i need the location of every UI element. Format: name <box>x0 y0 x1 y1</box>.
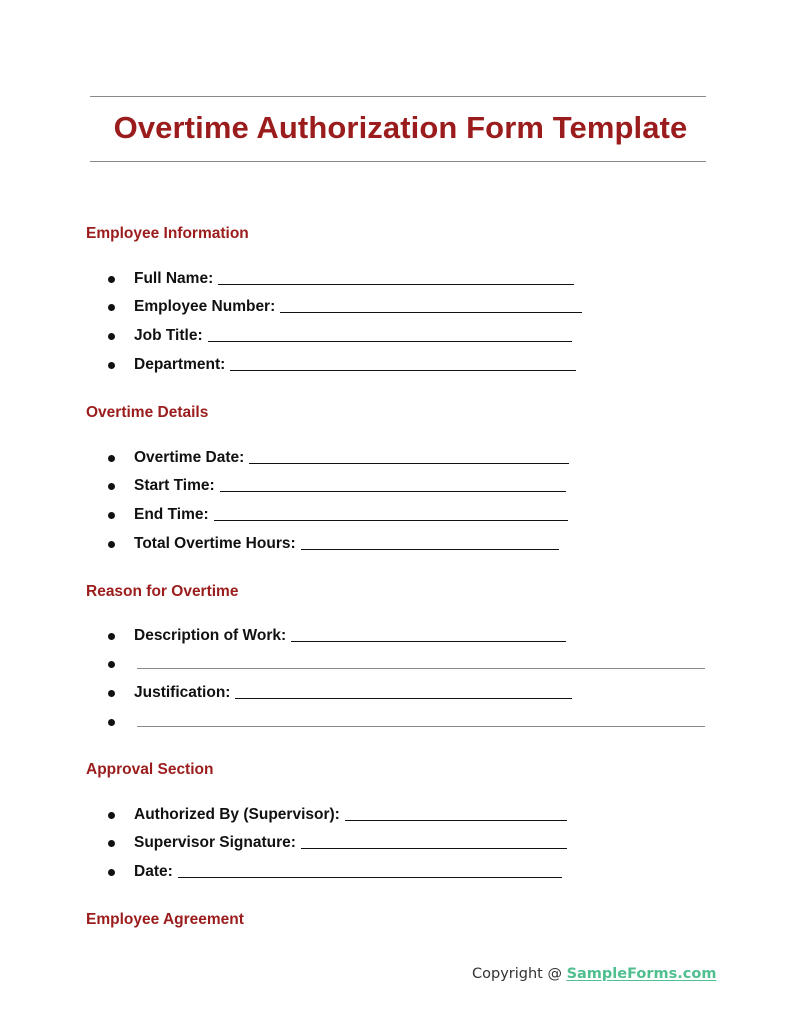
sampleforms-link[interactable]: SampleForms.com <box>566 966 717 982</box>
title-bottom-rule <box>90 161 706 162</box>
bullet-icon <box>108 661 115 668</box>
bullet-icon <box>108 483 115 490</box>
justification-continuation-line[interactable] <box>137 726 705 727</box>
field-job-title[interactable] <box>108 325 572 345</box>
field-full-name[interactable] <box>108 268 574 288</box>
field-description-line[interactable] <box>108 653 705 673</box>
field-overtime-date[interactable] <box>108 447 569 467</box>
start-time-blank[interactable] <box>220 490 566 492</box>
field-authorized-by[interactable] <box>108 804 567 824</box>
field-label: End Time: <box>134 506 209 523</box>
bullet-icon <box>108 541 115 548</box>
bullet-icon <box>108 333 115 340</box>
section-heading-employee-information: Employee Information <box>86 225 249 242</box>
field-description-of-work[interactable] <box>108 625 566 645</box>
employee-number-blank[interactable] <box>280 311 582 313</box>
copyright-prefix: Copyright @ <box>472 966 567 982</box>
supervisor-signature-blank[interactable] <box>301 847 567 849</box>
department-blank[interactable] <box>230 369 576 371</box>
field-date[interactable] <box>108 861 562 881</box>
field-end-time[interactable] <box>108 504 568 524</box>
field-label: Supervisor Signature: <box>134 834 296 851</box>
section-heading-employee-agreement: Employee Agreement <box>86 911 244 928</box>
field-total-overtime-hours[interactable] <box>108 533 559 553</box>
total-overtime-hours-blank[interactable] <box>301 548 559 550</box>
field-justification-line[interactable] <box>108 711 705 731</box>
bullet-icon <box>108 840 115 847</box>
field-label: Overtime Date: <box>134 449 245 466</box>
bullet-icon <box>108 869 115 876</box>
field-label: Job Title: <box>134 327 203 344</box>
description-of-work-blank[interactable] <box>291 640 566 642</box>
bullet-icon <box>108 690 115 697</box>
bullet-icon <box>108 455 115 462</box>
field-justification[interactable] <box>108 682 572 702</box>
job-title-blank[interactable] <box>208 340 572 342</box>
copyright-footer <box>472 966 716 982</box>
field-label: Employee Number: <box>134 298 276 315</box>
field-label: Authorized By (Supervisor): <box>134 806 340 823</box>
bullet-icon <box>108 362 115 369</box>
section-heading-reason-for-overtime: Reason for Overtime <box>86 583 239 600</box>
bullet-icon <box>108 512 115 519</box>
justification-blank[interactable] <box>235 697 572 699</box>
authorized-by-blank[interactable] <box>345 819 567 821</box>
field-label: Start Time: <box>134 477 215 494</box>
bullet-icon <box>108 633 115 640</box>
end-time-blank[interactable] <box>214 519 568 521</box>
title-top-rule <box>90 96 706 97</box>
field-start-time[interactable] <box>108 475 566 495</box>
page-title: Overtime Authorization Form Template <box>113 110 688 145</box>
full-name-blank[interactable] <box>218 283 574 285</box>
date-blank[interactable] <box>178 876 562 878</box>
section-heading-approval-section: Approval Section <box>86 761 214 778</box>
overtime-date-blank[interactable] <box>249 462 569 464</box>
section-heading-overtime-details: Overtime Details <box>86 404 209 421</box>
field-label: Total Overtime Hours: <box>134 535 296 552</box>
field-department[interactable] <box>108 354 576 374</box>
bullet-icon <box>108 276 115 283</box>
field-label: Date: <box>134 863 173 880</box>
bullet-icon <box>108 812 115 819</box>
field-label: Department: <box>134 356 226 373</box>
field-label: Full Name: <box>134 270 214 287</box>
field-supervisor-signature[interactable] <box>108 832 567 852</box>
bullet-icon <box>108 304 115 311</box>
bullet-icon <box>108 719 115 726</box>
field-label: Description of Work: <box>134 627 287 644</box>
description-continuation-line[interactable] <box>137 668 705 669</box>
field-label: Justification: <box>134 684 231 701</box>
field-employee-number[interactable] <box>108 296 582 316</box>
